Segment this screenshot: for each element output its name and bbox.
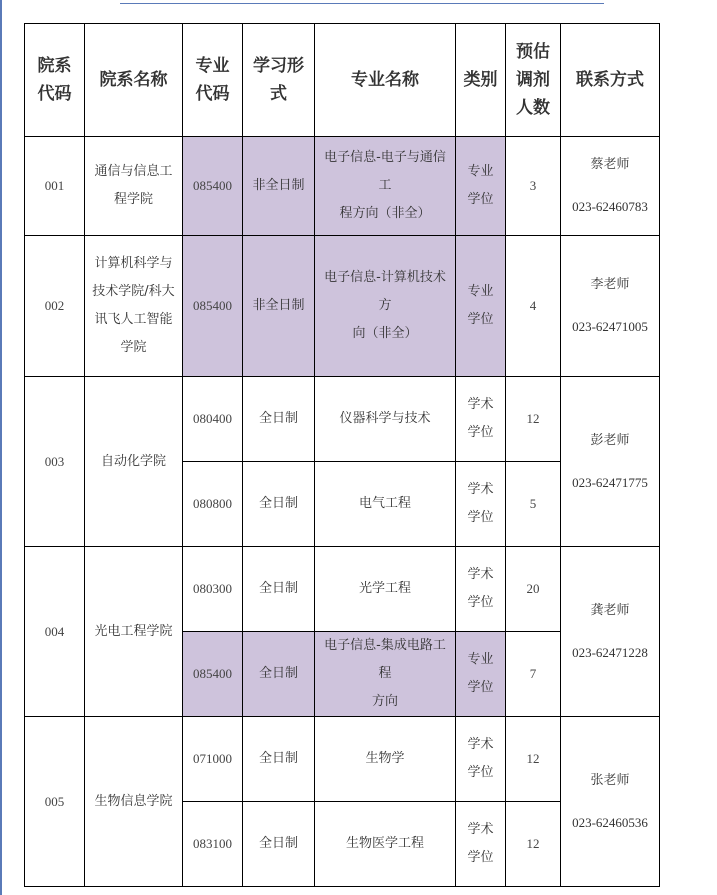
program-code-cell: 085400 bbox=[183, 236, 243, 377]
dept-code-cell: 001 bbox=[25, 137, 85, 236]
program-code-cell: 085400 bbox=[183, 137, 243, 236]
study-mode-cell: 全日制 bbox=[243, 802, 315, 887]
study-mode-cell: 全日制 bbox=[243, 632, 315, 717]
contact-cell bbox=[561, 547, 660, 717]
cell-line: 通信与信息工 bbox=[94, 164, 173, 179]
top-border-rule bbox=[120, 3, 604, 4]
table-row bbox=[25, 137, 660, 236]
table-row bbox=[25, 547, 660, 632]
contact-gap bbox=[565, 455, 655, 469]
cell-line: 光电工程学院 bbox=[94, 623, 173, 639]
left-border-rule bbox=[0, 0, 2, 895]
degree-type-cell bbox=[456, 802, 506, 887]
dept-name-cell bbox=[85, 547, 183, 717]
cell-line: 预估 bbox=[516, 42, 550, 62]
cell-line: 代码 bbox=[195, 84, 230, 104]
cell-line: 学位 bbox=[467, 510, 494, 525]
study-mode-cell: 全日制 bbox=[243, 547, 315, 632]
column-header bbox=[183, 24, 243, 137]
cell-line: 电气工程 bbox=[358, 496, 411, 511]
contact-phone: 023-62471005 bbox=[572, 319, 648, 334]
cell-line: 人数 bbox=[516, 98, 550, 118]
program-name-cell bbox=[315, 802, 456, 887]
header-row bbox=[25, 24, 660, 137]
program-name-cell bbox=[315, 717, 456, 802]
contact-gap bbox=[565, 625, 655, 639]
quota-count-cell: 12 bbox=[506, 377, 561, 462]
column-header bbox=[243, 24, 315, 137]
cell-line: 仪器科学与技术 bbox=[339, 411, 431, 426]
dept-name-cell bbox=[85, 717, 183, 887]
cell-line: 专业 bbox=[195, 56, 230, 76]
contact-phone: 023-62460536 bbox=[572, 814, 648, 830]
cell-line: 专业 bbox=[467, 164, 494, 179]
cell-line: 学术 bbox=[467, 567, 494, 582]
cell-line: 生物医学工程 bbox=[345, 836, 424, 851]
study-mode-cell: 全日制 bbox=[243, 717, 315, 802]
cell-line: 代码 bbox=[37, 84, 72, 104]
contact-name: 李老师 bbox=[590, 277, 630, 292]
contact-name: 龚老师 bbox=[590, 602, 630, 618]
dept-code-cell: 004 bbox=[25, 547, 85, 717]
contact-cell bbox=[561, 717, 660, 887]
contact-phone: 023-62471775 bbox=[572, 474, 648, 490]
quota-count-cell: 12 bbox=[506, 717, 561, 802]
column-header bbox=[85, 24, 183, 137]
cell-line: 学位 bbox=[467, 850, 494, 865]
program-code-cell: 080800 bbox=[183, 462, 243, 547]
program-code-cell: 071000 bbox=[183, 717, 243, 802]
study-mode-cell: 全日制 bbox=[243, 462, 315, 547]
contact-phone: 023-62471228 bbox=[572, 644, 648, 660]
cell-line: 光学工程 bbox=[358, 581, 411, 596]
cell-line: 生物学 bbox=[365, 751, 405, 766]
program-code-cell: 083100 bbox=[183, 802, 243, 887]
cell-line: 学术 bbox=[467, 822, 494, 837]
cell-line: 电子信息-计算机技术方 bbox=[324, 270, 446, 313]
degree-type-cell bbox=[456, 717, 506, 802]
dept-code-cell: 005 bbox=[25, 717, 85, 887]
quota-count-cell: 20 bbox=[506, 547, 561, 632]
cell-line: 程方向（非全） bbox=[339, 206, 431, 221]
cell-line: 专业 bbox=[467, 652, 494, 667]
degree-type-cell bbox=[456, 632, 506, 717]
cell-line: 学术 bbox=[467, 397, 494, 412]
cell-line: 联系方式 bbox=[576, 70, 644, 90]
quota-count-cell: 12 bbox=[506, 802, 561, 887]
cell-line: 学院 bbox=[120, 340, 147, 355]
contact-name: 张老师 bbox=[590, 772, 630, 788]
contact-cell bbox=[561, 377, 660, 547]
degree-type-cell bbox=[456, 137, 506, 236]
cell-line: 院系 bbox=[37, 56, 72, 76]
degree-type-cell bbox=[456, 462, 506, 547]
cell-line: 学位 bbox=[467, 192, 494, 207]
contact-cell bbox=[561, 236, 660, 377]
program-name-cell bbox=[315, 547, 456, 632]
contact-phone: 023-62460783 bbox=[572, 199, 648, 214]
cell-line: 院系名称 bbox=[99, 70, 168, 90]
degree-type-cell bbox=[456, 377, 506, 462]
cell-line: 式 bbox=[270, 84, 287, 104]
program-name-cell bbox=[315, 377, 456, 462]
quota-count-cell: 3 bbox=[506, 137, 561, 236]
cell-line: 讯飞人工智能 bbox=[94, 312, 173, 327]
dept-name-cell bbox=[85, 236, 183, 377]
cell-line: 学位 bbox=[467, 765, 494, 780]
quota-count-cell: 4 bbox=[506, 236, 561, 377]
study-mode-cell: 非全日制 bbox=[243, 137, 315, 236]
cell-line: 电子信息-电子与通信工 bbox=[324, 150, 446, 193]
dept-name-cell bbox=[85, 377, 183, 547]
cell-line: 学位 bbox=[467, 595, 494, 610]
cell-line: 程学院 bbox=[113, 192, 153, 207]
contact-gap bbox=[565, 179, 655, 193]
table-row bbox=[25, 717, 660, 802]
dept-code-cell: 002 bbox=[25, 236, 85, 377]
study-mode-cell: 非全日制 bbox=[243, 236, 315, 377]
cell-line: 调剂 bbox=[516, 70, 550, 90]
cell-line: 生物信息学院 bbox=[94, 793, 173, 809]
program-name-cell bbox=[315, 632, 456, 717]
cell-line: 学位 bbox=[467, 680, 494, 695]
cell-line: 自动化学院 bbox=[100, 453, 166, 469]
column-header bbox=[25, 24, 85, 137]
column-header bbox=[561, 24, 660, 137]
cell-line: 向（非全） bbox=[352, 326, 418, 341]
dept-name-cell bbox=[85, 137, 183, 236]
contact-name: 彭老师 bbox=[590, 432, 630, 448]
cell-line: 专业名称 bbox=[351, 70, 419, 90]
program-name-cell bbox=[315, 462, 456, 547]
study-mode-cell: 全日制 bbox=[243, 377, 315, 462]
cell-line: 类别 bbox=[463, 70, 498, 90]
table-row bbox=[25, 236, 660, 377]
dept-code-cell: 003 bbox=[25, 377, 85, 547]
quota-count-cell: 7 bbox=[506, 632, 561, 717]
program-code-cell: 080400 bbox=[183, 377, 243, 462]
program-name-cell bbox=[315, 137, 456, 236]
cell-line: 学位 bbox=[467, 312, 494, 327]
program-name-cell bbox=[315, 236, 456, 377]
column-header bbox=[315, 24, 456, 137]
admission-table bbox=[24, 23, 660, 887]
degree-type-cell bbox=[456, 236, 506, 377]
program-code-cell: 080300 bbox=[183, 547, 243, 632]
cell-line: 计算机科学与 bbox=[94, 256, 173, 271]
cell-line: 学术 bbox=[467, 737, 494, 752]
contact-name: 蔡老师 bbox=[590, 157, 630, 172]
program-code-cell: 085400 bbox=[183, 632, 243, 717]
contact-gap bbox=[565, 795, 655, 809]
table-row bbox=[25, 377, 660, 462]
cell-line: 方向 bbox=[371, 694, 398, 709]
degree-type-cell bbox=[456, 547, 506, 632]
cell-line: 学术 bbox=[467, 482, 494, 497]
column-header bbox=[456, 24, 506, 137]
cell-line: 专业 bbox=[467, 284, 494, 299]
quota-count-cell: 5 bbox=[506, 462, 561, 547]
cell-line: 电子信息-集成电路工程 bbox=[324, 638, 446, 681]
contact-cell bbox=[561, 137, 660, 236]
cell-line: 技术学院/科大 bbox=[92, 284, 175, 299]
column-header bbox=[506, 24, 561, 137]
cell-line: 学习形 bbox=[253, 56, 304, 76]
cell-line: 学位 bbox=[467, 425, 494, 440]
contact-gap bbox=[565, 299, 655, 313]
